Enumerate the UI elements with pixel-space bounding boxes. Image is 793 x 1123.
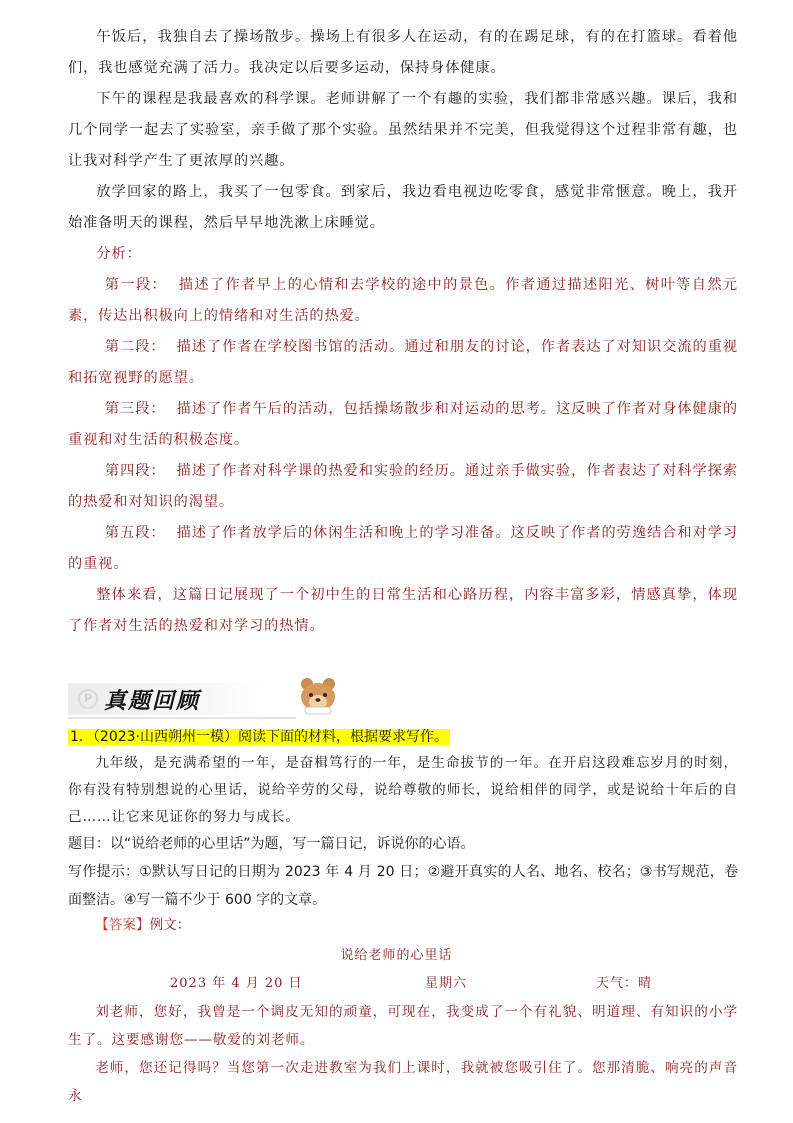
diary-weekday: 星期六 [425, 976, 468, 991]
analysis-text: 描述了作者放学后的休闲生活和晚上的学习准备。这反映了作者的劳逸结合和对学习的重视。 [68, 525, 738, 572]
writing-prompt [68, 830, 738, 914]
material-paragraph: 九年级，是充满希望的一年，是奋楫笃行的一年，是生命拔节的一年。在开启这段难忘岁月的时刻，你有没有特别想说的心里话，说给辛劳的父母，说给尊敬的师长，说给相伴的同学，或是说给十年后的自己……让它来见证你的努力与成长。 [68, 755, 738, 825]
analysis-text: 描述了作者早上的心情和去学校的途中的景色。作者通过描述阳光、树叶等自然元素，传达出积极向上的情绪和对生活的热爱。 [68, 277, 738, 324]
analysis-item [68, 270, 738, 332]
analysis-item [68, 456, 738, 518]
analysis-label: 第二段： [104, 339, 166, 355]
model-essay-body [68, 998, 738, 1110]
analysis-label: 第一段： [104, 277, 168, 293]
model-essay-paragraph: 刘老师，您好，我曾是一个调皮无知的顽童，可现在，我变成了一个有礼貌、明道理、有知识的小学生了。这要感谢您——敬爱的刘老师。 [68, 1004, 738, 1048]
section-banner [68, 673, 296, 719]
diary-weather: 天气：晴 [596, 976, 653, 991]
model-essay-title: 说给老师的心里话 [340, 948, 453, 963]
analysis-item [68, 394, 738, 456]
analysis-text: 描述了作者午后的活动，包括操场散步和对运动的思考。这反映了作者对身体健康的重视和对生活的积极态度。 [68, 401, 738, 448]
essay-paragraph: 下午的课程是我最喜欢的科学课。老师讲解了一个有趣的实验，我们都非常感兴趣。课后，我和几个同学一起去了实验室，亲手做了那个实验。虽然结果并不完美，但我觉得这个过程非常有趣，也让我对科学产生了更浓厚的兴趣。 [68, 91, 738, 169]
analysis-heading: 分析： [96, 246, 142, 262]
reading-material [68, 750, 738, 831]
prompt-tips: 写作提示：①默认写日记的日期为 2023 年 4 月 20 日；②避开真实的人名、地名、校名；③书写规范，卷面整洁。④写一篇不少于 600 字的文章。 [68, 864, 738, 908]
banner-title: 真题回顾 [104, 689, 201, 714]
analysis-item [68, 518, 738, 580]
analysis-label: 第三段： [104, 401, 166, 417]
answer-line [68, 912, 738, 938]
model-essay-paragraph: 老师，您还记得吗？当您第一次走进教室为我们上课时，我就被您吸引住了。您那清脆、响亮的声音永 [68, 1060, 738, 1104]
question-highlight [68, 729, 450, 745]
logo-icon: P [78, 689, 98, 709]
analysis-item [68, 332, 738, 394]
essay-paragraph: 午饭后，我独自去了操场散步。操场上有很多人在运动，有的在踢足球，有的在打篮球。看着他们，我也感觉充满了活力。我决定以后要多运动，保持身体健康。 [68, 29, 738, 76]
question-instruction: 阅读下面的材料，根据要求写作。 [238, 729, 449, 745]
analysis-label: 第五段： [104, 525, 166, 541]
question-number: 1． [70, 729, 93, 745]
answer-lead: 例文： [149, 917, 191, 933]
essay-excerpt [68, 22, 738, 239]
essay-paragraph: 放学回家的路上，我买了一包零食。到家后，我边看电视边吃零食，感觉非常惬意。晚上，我开始准备明天的课程，然后早早地洗漱上床睡觉。 [68, 184, 738, 231]
question-source: （2023·山西朔州一模） [92, 729, 239, 745]
prompt-topic: 题目：以“说给老师的心里话”为题，写一篇日记，诉说你的心语。 [68, 836, 475, 852]
analysis-summary: 整体来看，这篇日记展现了一个初中生的日常生活和心路历程，内容丰富多彩，情感真挚，体现了作者对生活的热爱和对学习的热情。 [68, 587, 738, 634]
diary-date: 2023 年 4 月 20 日 [170, 976, 303, 991]
analysis-label: 第四段： [104, 463, 166, 479]
analysis-section [68, 239, 738, 642]
analysis-text: 描述了作者对科学课的热爱和实验的经历。通过亲手做实验，作者表达了对科学探索的热爱和对知识的渴望。 [68, 463, 738, 510]
analysis-text: 描述了作者在学校图书馆的活动。通过和朋友的讨论，作者表达了对知识交流的重视和拓宽视野的愿望。 [68, 339, 738, 386]
question-line [68, 727, 450, 747]
bear-mascot-icon [296, 675, 340, 715]
banner-rule [68, 717, 296, 719]
answer-tag: 【答案】 [95, 917, 150, 933]
answer-header [68, 912, 738, 938]
